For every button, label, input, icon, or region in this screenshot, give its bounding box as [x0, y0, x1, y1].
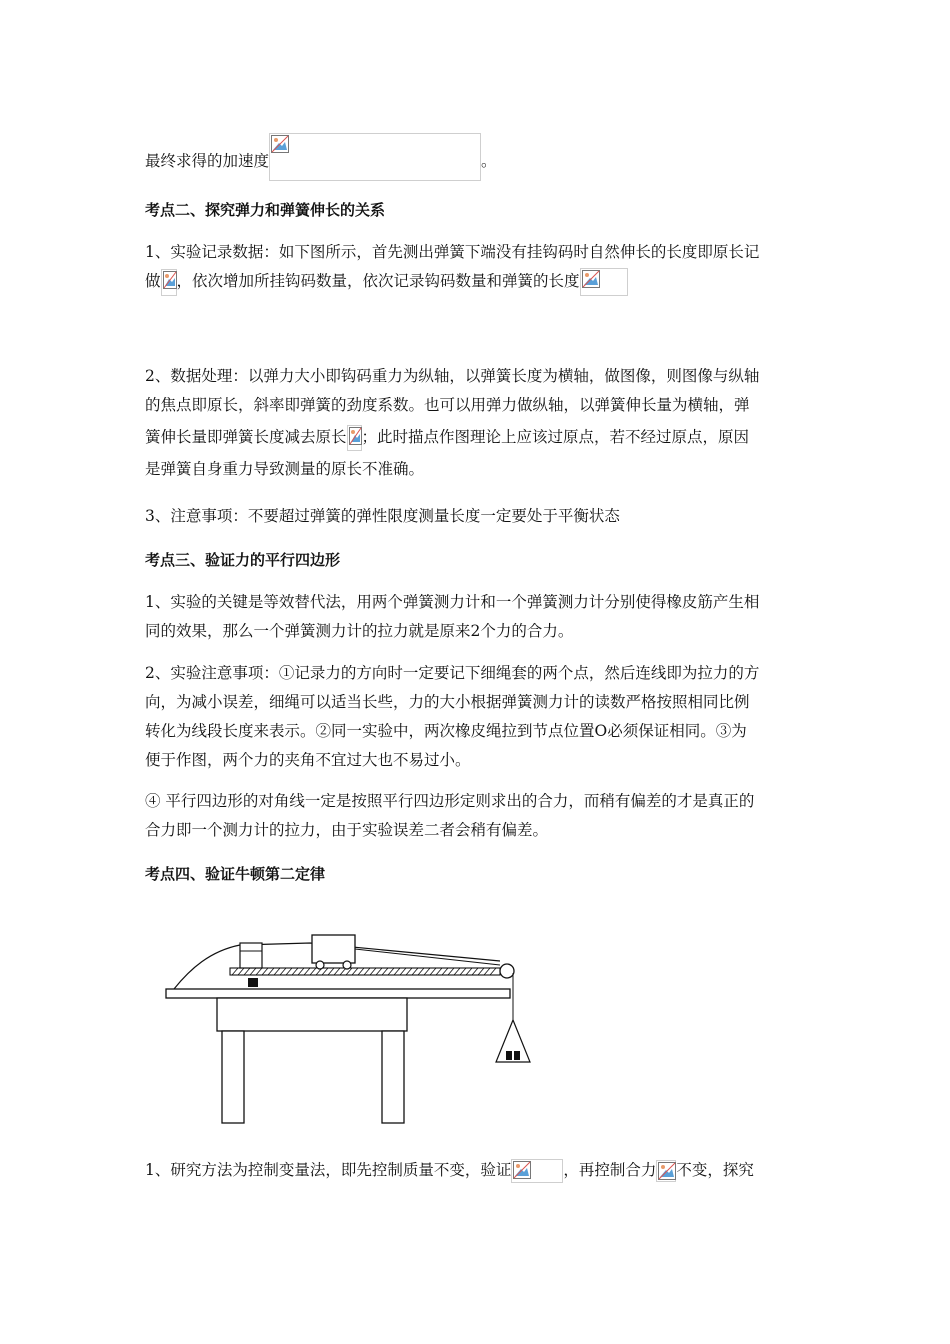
section-heading-newton: 考点四、验证牛顿第二定律	[145, 865, 326, 883]
text-line: 向，为减小误差，细绳可以适当长些，力的大小根据弹簧测力计的读数严格按照相同比例	[145, 693, 750, 711]
formula-image-placeholder	[656, 1160, 676, 1182]
formula-image-placeholder	[347, 425, 362, 451]
formula-image-placeholder	[269, 133, 481, 181]
text-line: 转化为线段长度来表示。②同一实验中，两次橡皮绳拉到节点位置O必须保证相同。③为	[145, 722, 747, 740]
text-line	[145, 1156, 815, 1185]
text-fragment: 簧伸长量即弹簧长度减去原长	[145, 428, 347, 446]
hatched-board	[230, 968, 500, 975]
table-leg-right	[382, 1031, 404, 1123]
cart-wheel	[316, 961, 324, 969]
formula-image-placeholder	[580, 268, 628, 296]
broken-image-icon	[163, 271, 177, 289]
table-apron	[217, 998, 407, 1031]
text-line: 1、实验记录数据：如下图所示，首先测出弹簧下端没有挂钩码时自然伸长的长度即原长记	[145, 243, 760, 261]
weight-pan	[496, 1020, 530, 1062]
text-fragment: ；此时描点作图理论上应该过原点，若不经过原点，原因	[361, 428, 750, 446]
text-line: 便于作图，两个力的夹角不宜过大也不易过小。	[145, 751, 471, 769]
text-line: ④ 平行四边形的对角线一定是按照平行四边形定则求出的合力，而稍有偏差的才是真正的	[145, 792, 755, 810]
paragraph-experiment-notes	[145, 659, 815, 775]
broken-image-icon	[513, 1161, 531, 1179]
text-line	[145, 423, 815, 452]
timer	[240, 943, 262, 968]
paragraph-equivalent-substitution	[145, 588, 815, 646]
paragraph-control-variables	[145, 1156, 815, 1185]
cart-wheel	[343, 961, 351, 969]
text-line	[145, 267, 815, 296]
paragraph-diagonal	[145, 787, 815, 845]
acceleration-end: 。	[481, 152, 497, 170]
text-line: 2、数据处理：以弹力大小即钩码重力为纵轴，以弹簧长度为横轴，做图像，则图像与纵轴	[145, 367, 760, 385]
string	[355, 949, 500, 965]
broken-image-icon	[582, 270, 600, 288]
paragraph-spring-record	[145, 238, 815, 296]
section-heading-parallelogram: 考点三、验证力的平行四边形	[145, 551, 341, 569]
weight	[514, 1051, 520, 1060]
paragraph-acceleration	[145, 133, 815, 181]
table-leg-left	[222, 1031, 244, 1123]
paragraph-precautions: 3、注意事项：不要超过弹簧的弹性限度测量长度一定要处于平衡状态	[145, 507, 620, 525]
broken-image-icon	[271, 135, 289, 153]
text-line: 2、实验注意事项：①记录力的方向时一定要记下细绳套的两个点，然后连线即为拉力的方	[145, 664, 760, 682]
text-line: 合力即一个测力计的拉力，由于实验误差二者会稍有偏差。	[145, 821, 549, 839]
paragraph-data-processing	[145, 362, 815, 484]
table-top	[166, 989, 510, 998]
text-fragment: ，依次增加所挂钩码数量，依次记录钩码数量和弹簧的长度	[176, 272, 580, 290]
text-fragment: 1、研究方法为控制变量法，即先控制质量不变，验证	[145, 1161, 512, 1179]
text-line: 1、实验的关键是等效替代法，用两个弹簧测力计和一个弹簧测力计分别使得橡皮筋产生相	[145, 593, 760, 611]
acceleration-text: 最终求得的加速度	[145, 152, 270, 170]
broken-image-icon	[658, 1162, 676, 1180]
formula-image-placeholder	[511, 1159, 563, 1183]
text-line: 同的效果，那么一个弹簧测力计的拉力就是原来2个力的合力。	[145, 622, 574, 640]
weight	[506, 1051, 512, 1060]
text-line: 是弹簧自身重力导致测量的原长不准确。	[145, 460, 425, 478]
pulley	[500, 964, 514, 978]
text-fragment: 不变，探究	[676, 1161, 754, 1179]
support-block	[248, 978, 258, 987]
cart	[312, 935, 355, 963]
newton-apparatus-diagram	[160, 925, 540, 1125]
text-fragment: 做	[145, 272, 161, 290]
formula-image-placeholder	[161, 269, 177, 296]
section-heading-spring: 考点二、探究弹力和弹簧伸长的关系	[145, 201, 386, 219]
text-line: 的焦点即原长，斜率即弹簧的劲度系数。也可以用弹力做纵轴，以弹簧伸长量为横轴，弹	[145, 396, 750, 414]
text-fragment: ，再控制合力	[563, 1161, 657, 1179]
broken-image-icon	[349, 427, 362, 445]
